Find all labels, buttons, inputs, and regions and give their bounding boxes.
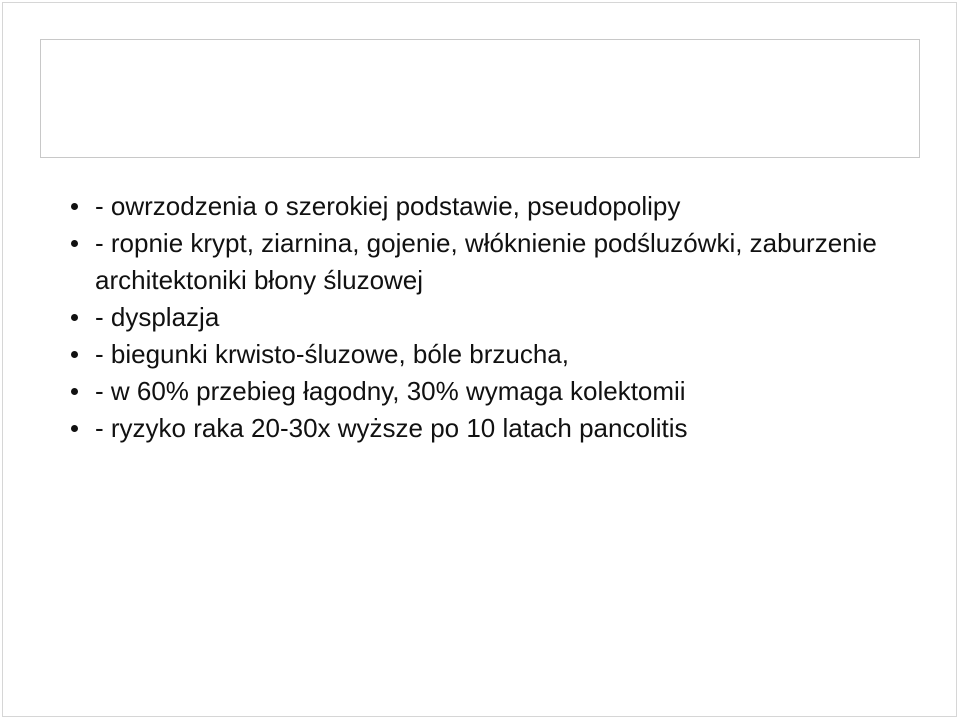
bullet-text: - ryzyko raka 20-30x wyższe po 10 latach pancolitis (95, 413, 688, 443)
bullet-text: - ropnie krypt, ziarnina, gojenie, włóknienie podśluzówki, zaburzenie architektoniki błony śluzowej (95, 228, 877, 295)
bullet-text: - dysplazja (95, 302, 220, 332)
bullet-item (68, 299, 928, 336)
title-placeholder (40, 39, 920, 158)
bullet-dot-icon (71, 351, 78, 358)
bullet-dot-icon (71, 388, 78, 395)
bullet-item (68, 373, 928, 410)
bullet-text: - biegunki krwisto-śluzowe, bóle brzucha, (95, 339, 569, 369)
bullet-dot-icon (71, 240, 78, 247)
bullet-text: - w 60% przebieg łagodny, 30% wymaga kolektomii (95, 376, 686, 406)
bullet-item (68, 225, 928, 299)
bullet-dot-icon (71, 425, 78, 432)
bullet-item (68, 188, 928, 225)
bullet-list (68, 188, 928, 447)
bullet-item (68, 336, 928, 373)
bullet-dot-icon (71, 203, 78, 210)
bullet-item (68, 410, 928, 447)
bullet-dot-icon (71, 314, 78, 321)
bullet-text: - owrzodzenia o szerokiej podstawie, pseudopolipy (95, 191, 681, 221)
